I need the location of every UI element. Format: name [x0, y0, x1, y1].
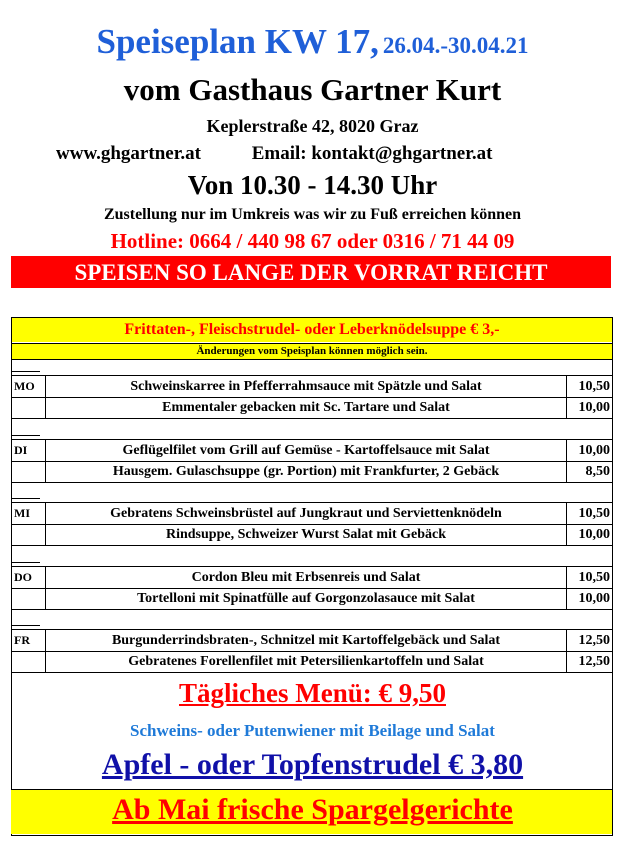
strudel-offer: Apfel - oder Topfenstrudel € 3,80 — [101, 748, 524, 781]
table-row — [12, 375, 612, 398]
dish-price: 10,50 — [578, 379, 610, 394]
table-row — [12, 629, 612, 652]
dish-price: 8,50 — [585, 464, 610, 479]
dish-price: 10,00 — [578, 527, 610, 542]
dish-name: Geflügelfilet vom Grill auf Gemüse - Kartoffelsauce mit Salat — [46, 440, 567, 461]
address: Keplerstraße 42, 8020 Graz — [206, 116, 419, 136]
dish-price: 10,50 — [578, 506, 610, 521]
asparagus-offer: Ab Mai frische Spargelgerichte — [112, 793, 513, 826]
opening-hours: Von 10.30 - 14.30 Uhr — [187, 170, 438, 200]
day-label: MO — [12, 376, 46, 397]
table-row — [12, 397, 612, 419]
dish-name: Hausgem. Gulaschsuppe (gr. Portion) mit Frankfurter, 2 Gebäck — [46, 461, 567, 482]
dish-name: Emmentaler gebacken mit Sc. Tartare und Salat — [46, 397, 567, 418]
email-link[interactable]: Email: kontakt@ghgartner.at — [251, 143, 493, 164]
day-label: FR — [12, 630, 46, 651]
daily-menu: Tägliches Menü: € 9,50 — [179, 678, 446, 708]
table-row — [12, 566, 612, 589]
delivery-note: Zustellung nur im Umkreis was wir zu Fuß erreichen können — [103, 206, 522, 223]
dish-price: 12,50 — [578, 633, 610, 648]
table-row — [12, 439, 612, 462]
dish-name: Gebratenes Forellenfilet mit Petersilienkartoffeln und Salat — [46, 651, 567, 672]
dish-name: Burgunderrindsbraten-, Schnitzel mit Kartoffelgebäck und Salat — [46, 630, 567, 651]
soup-text: Frittaten-, Fleischstrudel- oder Leberknödelsuppe € 3,- — [124, 321, 500, 338]
title-dates: 26.04.-30.04.21 — [382, 33, 529, 58]
table-row — [12, 651, 612, 673]
soup-row — [12, 318, 612, 342]
title-main: Speiseplan KW 17, — [96, 22, 379, 61]
dish-price: 10,00 — [578, 443, 610, 458]
contact-line — [56, 143, 492, 165]
website-link[interactable]: www.ghgartner.at — [56, 143, 201, 164]
dish-name: Tortelloni mit Spinatfülle auf Gorgonzolasauce mit Salat — [46, 588, 567, 609]
dish-price: 10,00 — [578, 591, 610, 606]
page-title — [0, 22, 625, 62]
daily-menu-description: Schweins- oder Putenwiener mit Beilage und Salat — [130, 721, 495, 740]
dish-price: 12,50 — [578, 654, 610, 669]
table-row — [12, 502, 612, 525]
change-note: Änderungen vom Speisplan können möglich sein. — [196, 345, 428, 357]
dish-name: Schweinskarree in Pfefferrahmsauce mit Spätzle und Salat — [46, 376, 567, 397]
note-row — [12, 343, 612, 360]
table-row — [12, 461, 612, 483]
restaurant-name: vom Gasthaus Gartner Kurt — [123, 72, 502, 107]
stock-banner: SPEISEN SO LANGE DER VORRAT REICHT — [11, 256, 611, 288]
table-row — [12, 524, 612, 546]
dish-price: 10,00 — [578, 400, 610, 415]
dish-name: Rindsuppe, Schweizer Wurst Salat mit Gebäck — [46, 524, 567, 545]
day-label: MI — [12, 503, 46, 524]
hotline: Hotline: 0664 / 440 98 67 oder 0316 / 71 44 09 — [110, 229, 515, 253]
dish-name: Gebratens Schweinsbrüstel auf Jungkraut und Serviettenknödeln — [46, 503, 567, 524]
day-label: DI — [12, 440, 46, 461]
day-label: DO — [12, 567, 46, 588]
dish-price: 10,50 — [578, 570, 610, 585]
table-row — [12, 588, 612, 610]
dish-name: Cordon Bleu mit Erbsenreis und Salat — [46, 567, 567, 588]
